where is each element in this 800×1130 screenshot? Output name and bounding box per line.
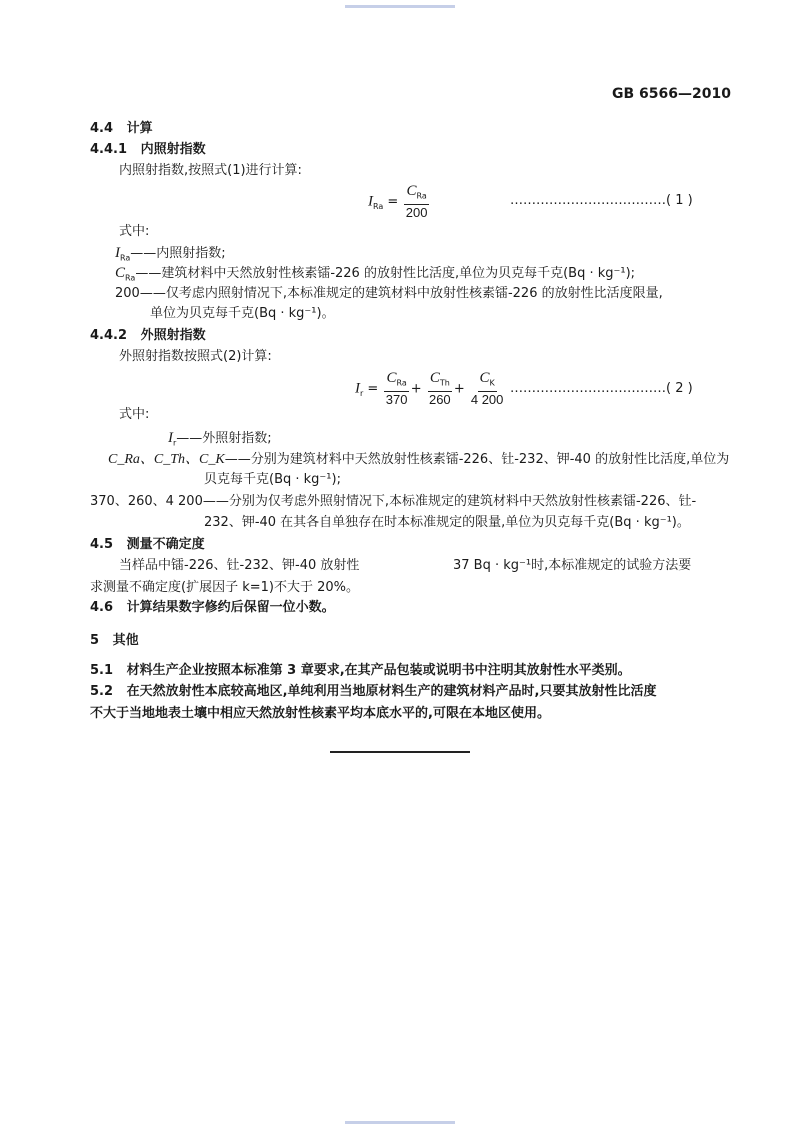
- s45-line1a: 当样品中镭-226、钍-232、钾-40 放射性: [119, 558, 360, 573]
- watermark-bottom: [345, 1121, 455, 1124]
- def-200: 200——仅考虑内照射情况下,本标准规定的建筑材料中放射性核素镭-226 的放射性比活度限量,: [115, 286, 663, 301]
- section-4-4-2: 4.4.2 外照射指数: [90, 328, 206, 343]
- section-4-4-1: 4.4.1 内照射指数: [90, 142, 206, 157]
- def-i-ra: $I_{Ra}——$内照射指数;: [115, 245, 226, 263]
- def-limits: 370、260、4 200——分别为仅考虑外照射情况下,本标准规定的建筑材料中天然放射性核素镭-226、钍-: [90, 494, 697, 509]
- formula2-intro: 外照射指数按照式(2)计算:: [119, 349, 272, 364]
- def-limits-cont: 232、钾-40 在其各自单独存在时本标准规定的限量,单位为贝克每千克(Bq · kg⁻¹)。: [204, 515, 690, 530]
- formula-2: $I_r$ = $\frac{C_{Ra}}{370}$ + $\frac{C_{Th}}{260}$ + $\frac{C_K}{4 200}$: [355, 370, 504, 407]
- s45-line2: 求测量不确定度(扩展因子 k=1)不大于 20%。: [90, 580, 359, 595]
- def-c-all-cont: 贝克每千克(Bq · kg⁻¹);: [204, 472, 341, 487]
- def-c-ra: $C_{Ra}——$建筑材料中天然放射性核素镭-226 的放射性比活度,单位为贝克每千克(Bq · kg⁻¹);: [115, 265, 636, 283]
- formula1-intro: 内照射指数,按照式(1)进行计算:: [119, 163, 302, 178]
- formula-1: $I_{Ra}$ = $\frac{C_{Ra}}{200}$: [368, 183, 428, 220]
- where-label-2: 式中:: [119, 407, 150, 422]
- where-label: 式中:: [119, 224, 150, 239]
- s45-line1b: 37 Bq · kg⁻¹时,本标准规定的试验方法要: [453, 558, 692, 573]
- formula1-number: ………………………………( 1 ): [510, 193, 693, 208]
- section-5-1: 5.1 材料生产企业按照本标准第 3 章要求,在其产品包装或说明书中注明其放射性水平类别。: [90, 663, 631, 678]
- section-4-4: 4.4 计算: [90, 121, 153, 136]
- end-rule: [330, 751, 470, 753]
- section-4-5: 4.5 测量不确定度: [90, 537, 205, 552]
- section-5-2-cont: 不大于当地地表土壤中相应天然放射性核素平均本底水平的,可限在本地区使用。: [90, 706, 550, 721]
- section-5-2: 5.2 在天然放射性本底较高地区,单纯利用当地原材料生产的建筑材料产品时,只要其放射性比活度: [90, 684, 657, 699]
- def-200-cont: 单位为贝克每千克(Bq · kg⁻¹)。: [150, 306, 335, 321]
- formula2-number: ………………………………( 2 ): [510, 381, 693, 396]
- section-4-6: 4.6 计算结果数字修约后保留一位小数。: [90, 600, 335, 615]
- watermark-top: [345, 5, 455, 8]
- def-c-all: C_Ra、C_Th、C_K——分别为建筑材料中天然放射性核素镭-226、钍-232、钾-40 的放射性比活度,单位为: [108, 452, 730, 467]
- def-i-r: $I_r——$外照射指数;: [168, 430, 272, 448]
- standard-number: GB 6566—2010: [612, 86, 731, 102]
- section-5: 5 其他: [90, 633, 139, 648]
